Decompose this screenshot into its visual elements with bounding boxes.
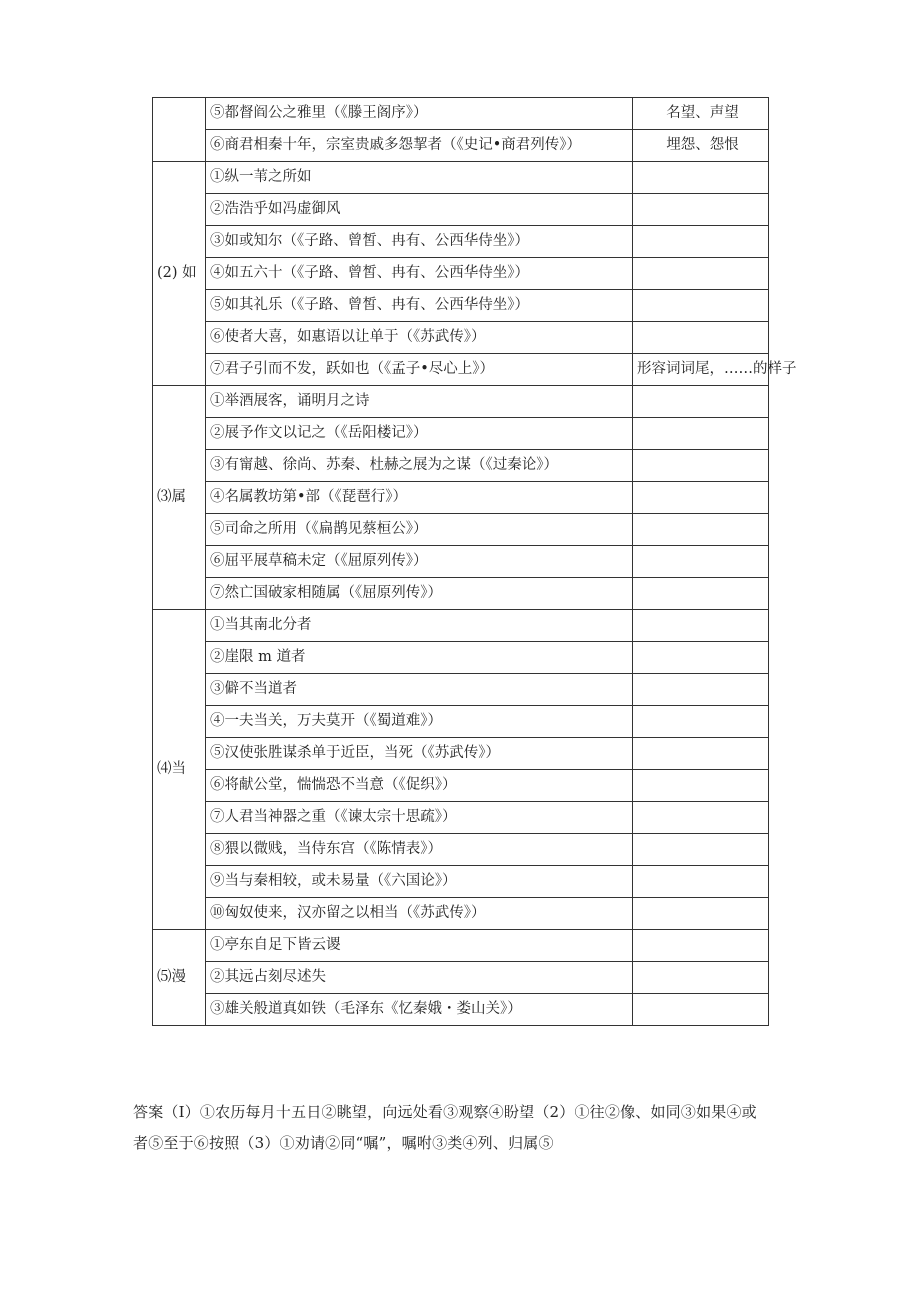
meaning-cell (633, 450, 769, 482)
answer-line-1: 答案（I）①农历每月十五日②眺望，向远处看③观察④盼望（2）①往②像、如同③如果④或 (133, 1103, 757, 1121)
meaning-cell (633, 258, 769, 290)
table-row (153, 162, 769, 194)
table-row (153, 546, 769, 578)
meaning-cell (633, 930, 769, 962)
table-row (153, 610, 769, 642)
sentence-cell: ③僻不当道者 (206, 674, 633, 706)
meaning-cell (633, 674, 769, 706)
sentence-cell: ⑤汉使张胜谋杀单于近臣，当死（《苏武传》） (206, 738, 633, 770)
meaning-cell (633, 226, 769, 258)
table-row (153, 418, 769, 450)
meaning-cell (633, 898, 769, 930)
sentence-cell: ①纵一苇之所如 (206, 162, 633, 194)
meaning-cell (633, 706, 769, 738)
sentence-cell: ③雄关般道真如铁（毛泽东《忆秦娥・娄山关》） (206, 994, 633, 1026)
table-row (153, 930, 769, 962)
sentence-cell: ⑤如其礼乐（《子路、曾皙、冉有、公西华侍坐》） (206, 290, 633, 322)
table-row (153, 258, 769, 290)
vocabulary-table-body (153, 98, 797, 1026)
sentence-cell: ①举酒展客，诵明月之诗 (206, 386, 633, 418)
sentence-cell: ⑦然亡国破家相随属（《屈原列传》） (206, 578, 633, 610)
meaning-cell (633, 290, 769, 322)
sentence-cell: ⑧猥以微贱，当侍东宫（《陈情表》） (206, 834, 633, 866)
table-row (153, 834, 769, 866)
sentence-cell: ⑥屈平展草稿未定（《屈原列传》） (206, 546, 633, 578)
sentence-cell: ⑦人君当神器之重（《谏太宗十思疏》） (206, 802, 633, 834)
sentence-cell: ③有甯越、徐尚、苏秦、杜赫之展为之谋（《过秦论》） (206, 450, 633, 482)
meaning-cell: 埋怨、怨恨 (633, 130, 769, 162)
sentence-cell: ④名属教坊第•部（《琵琶行》） (206, 482, 633, 514)
meaning-cell (633, 642, 769, 674)
vocabulary-table (152, 97, 797, 1026)
table-row (153, 98, 769, 130)
sentence-cell: ⑥商君相秦十年，宗室贵戚多怨挈者（《史记•商君列传》） (206, 130, 633, 162)
answer-line-2: 者⑤至于⑥按照（3）①劝请②同“嘱”，嘱咐③类④列、归属⑤ (133, 1134, 554, 1152)
table-row (153, 482, 769, 514)
sentence-cell: ②其远占刻尽述失 (206, 962, 633, 994)
word-cell: ⑷当 (153, 610, 206, 930)
sentence-cell: ④一夫当关，万夫莫开（《蜀道难》） (206, 706, 633, 738)
meaning-cell (633, 386, 769, 418)
sentence-cell: ⑥使者大喜，如惠语以让单于（《苏武传》） (206, 322, 633, 354)
table-row (153, 802, 769, 834)
table-row (153, 130, 769, 162)
sentence-cell: ③如或知尔（《子路、曾皙、冉有、公西华侍坐》） (206, 226, 633, 258)
word-cell: ⑸漫 (153, 930, 206, 1026)
table-row (153, 706, 769, 738)
meaning-cell (633, 162, 769, 194)
meaning-cell (633, 994, 769, 1026)
table-row (153, 386, 769, 418)
table-row (153, 674, 769, 706)
table-row (153, 994, 769, 1026)
meaning-cell (633, 770, 769, 802)
meaning-cell (633, 194, 769, 226)
sentence-cell: ⑤都督阎公之雅里（《滕王阁序》） (206, 98, 633, 130)
meaning-cell (633, 610, 769, 642)
meaning-cell (633, 418, 769, 450)
meaning-cell: 名望、声望 (633, 98, 769, 130)
sentence-cell: ⑦君子引而不发，跃如也（《孟子•尽心上》） (206, 354, 633, 386)
word-cell (153, 98, 206, 162)
sentence-cell: ②崖限 m 道者 (206, 642, 633, 674)
table-row (153, 962, 769, 994)
meaning-cell (633, 834, 769, 866)
table-row (153, 514, 769, 546)
meaning-cell (633, 962, 769, 994)
sentence-cell: ①当其南北分者 (206, 610, 633, 642)
table-row (153, 866, 769, 898)
meaning-cell: 形容词词尾，……的样子 (633, 354, 769, 386)
table-row (153, 738, 769, 770)
sentence-cell: ②浩浩乎如冯虚御风 (206, 194, 633, 226)
sentence-cell: ⑨当与秦相较，或未易量（《六国论》） (206, 866, 633, 898)
word-cell: ⑶属 (153, 386, 206, 610)
table-row (153, 354, 769, 386)
meaning-cell (633, 802, 769, 834)
meaning-cell (633, 866, 769, 898)
table-row (153, 642, 769, 674)
meaning-cell (633, 578, 769, 610)
sentence-cell: ⑥将献公堂，惴惴恐不当意（《促织》） (206, 770, 633, 802)
sentence-cell: ①亭东自足下皆云谡 (206, 930, 633, 962)
sentence-cell: ⑩匈奴使来，汉亦留之以相当（《苏武传》） (206, 898, 633, 930)
meaning-cell (633, 322, 769, 354)
table-row (153, 226, 769, 258)
sentence-cell: ⑤司命之所用（《扁鹊见蔡桓公》） (206, 514, 633, 546)
meaning-cell (633, 546, 769, 578)
table-row (153, 770, 769, 802)
sentence-cell: ②展予作文以记之（《岳阳楼记》） (206, 418, 633, 450)
table-row (153, 290, 769, 322)
table-row (153, 898, 769, 930)
sentence-cell: ④如五六十（《子路、曾皙、冉有、公西华侍坐》） (206, 258, 633, 290)
table-row (153, 450, 769, 482)
table-row (153, 322, 769, 354)
answer-section (133, 1097, 793, 1159)
word-cell: (2) 如 (153, 162, 206, 386)
meaning-cell (633, 738, 769, 770)
meaning-cell (633, 514, 769, 546)
meaning-cell (633, 482, 769, 514)
table-row (153, 194, 769, 226)
table-row (153, 578, 769, 610)
